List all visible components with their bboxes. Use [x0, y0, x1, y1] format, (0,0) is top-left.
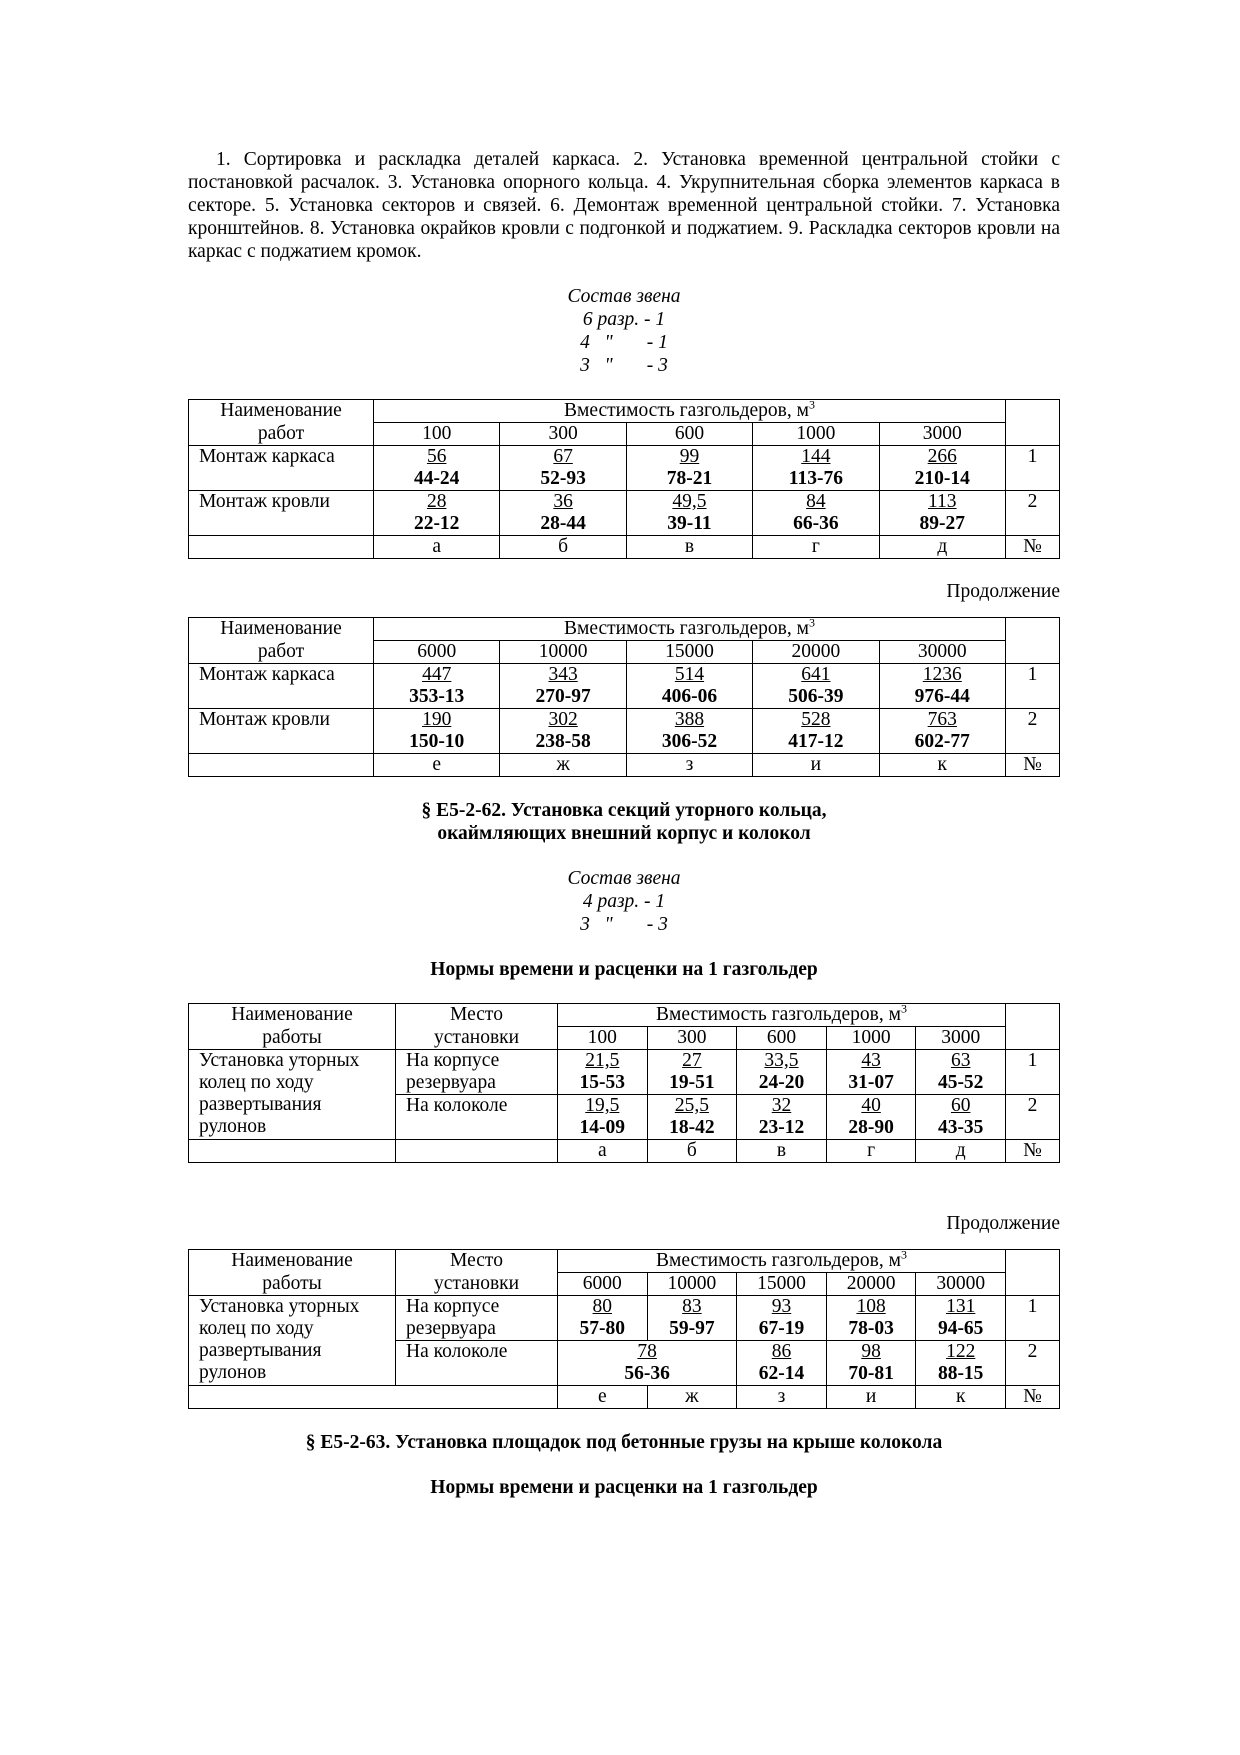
crew-line: 4 разр. - 1 [582, 891, 666, 912]
number-mark: № [1006, 754, 1060, 777]
header-place: установки [396, 1273, 558, 1296]
number-mark: № [1006, 1140, 1060, 1163]
value-cell: 28 22-12 [374, 491, 500, 536]
section-heading-62: § Е5-2-62. Установка секций уторного кольца, окаймляющих внешний корпус и колокол [421, 800, 827, 844]
value-cell: 43 31-07 [826, 1050, 916, 1095]
row-name: Установка уторных колец по ходу развертывания рулонов [189, 1296, 396, 1386]
section-heading-63: § Е5-2-63. Установка площадок под бетонные грузы на крыше колокола [305, 1432, 943, 1453]
norms-title: Нормы времени и расценки на 1 газгольдер [430, 959, 818, 980]
value-cell: 99 78-21 [626, 446, 752, 491]
header-name: работы [189, 1273, 396, 1296]
col-letter: г [753, 536, 879, 559]
value-cell: 641 506-39 [753, 664, 879, 709]
number-mark: № [1006, 536, 1060, 559]
norms-table-4 [188, 1249, 1060, 1409]
norms-title-2: Нормы времени и расценки на 1 газгольдер [430, 1477, 818, 1498]
header-name: работы [189, 1027, 396, 1050]
header-blank [1006, 618, 1060, 664]
table-row [189, 664, 1060, 709]
place-cell: На колоколе [396, 1095, 558, 1140]
norms-table-2 [188, 617, 1060, 777]
row-number: 1 [1006, 1296, 1060, 1341]
place-cell: На колоколе [396, 1341, 558, 1386]
col-letter: в [737, 1140, 827, 1163]
crew-composition-1 [534, 285, 714, 377]
col-letter: б [647, 1140, 737, 1163]
row-name: Монтаж кровли [189, 709, 374, 754]
header-name: Наименование [189, 400, 374, 423]
row-number: 1 [1006, 664, 1060, 709]
col-letter: и [753, 754, 879, 777]
header-name: работ [189, 423, 374, 446]
header-place: Место [396, 1004, 558, 1027]
header-name: Наименование [189, 1250, 396, 1273]
col-header: 30000 [916, 1273, 1006, 1296]
value-cell: 514 406-06 [626, 664, 752, 709]
crew-line: 3 " - 3 [580, 355, 668, 376]
header-name: работ [189, 641, 374, 664]
value-cell: 86 62-14 [737, 1341, 827, 1386]
letters-row [189, 536, 1060, 559]
col-header: 3000 [879, 423, 1005, 446]
col-letter: е [374, 754, 500, 777]
value-cell: 67 52-93 [500, 446, 626, 491]
value-cell: 302 238-58 [500, 709, 626, 754]
col-letter: г [826, 1140, 916, 1163]
value-cell: 49,5 39-11 [626, 491, 752, 536]
header-blank [1006, 400, 1060, 446]
value-cell-merged: 78 56-36 [558, 1341, 737, 1386]
norms-table-3 [188, 1003, 1060, 1163]
col-header: 300 [647, 1027, 737, 1050]
place-cell: На корпусе резервуара [396, 1050, 558, 1095]
header-place: установки [396, 1027, 558, 1050]
value-cell: 60 43-35 [916, 1095, 1006, 1140]
col-letter: з [737, 1386, 827, 1409]
row-name: Монтаж каркаса [189, 664, 374, 709]
row-number: 2 [1006, 1341, 1060, 1386]
value-cell: 19,5 14-09 [558, 1095, 648, 1140]
value-cell: 33,5 24-20 [737, 1050, 827, 1095]
col-header: 100 [558, 1027, 648, 1050]
table-row [189, 491, 1060, 536]
value-cell: 122 88-15 [916, 1341, 1006, 1386]
row-name: Установка уторных колец по ходу развертывания рулонов [189, 1050, 396, 1140]
col-header: 6000 [558, 1273, 648, 1296]
col-letter: з [626, 754, 752, 777]
value-cell: 32 23-12 [737, 1095, 827, 1140]
col-letter: б [500, 536, 626, 559]
col-header: 100 [374, 423, 500, 446]
col-header: 300 [500, 423, 626, 446]
norms-table-1 [188, 399, 1060, 559]
intro-paragraph: 1. Сортировка и раскладка деталей каркаса. 2. Установка временной центральной стойки с постановкой расчалок. 3. Установка опорного кольца. 4. Укрупнительная сборка элементов каркаса в секторе. 5. Установка секторов и связей. 6. Демонтаж временной центральной стойки. 7. Установка кронштейнов. 8. Установка окрайков кровли с подгонкой и поджатием. 9. Раскладка секторов кровли на каркас с поджатием кромок. [188, 149, 1060, 262]
letters-row [189, 1386, 1060, 1409]
continuation-label: Продолжение [946, 581, 1060, 602]
header-capacity: Вместимость газгольдеров, $м^3$ [558, 1004, 1006, 1027]
col-letter: а [558, 1140, 648, 1163]
row-name: Монтаж каркаса [189, 446, 374, 491]
letters-row [189, 754, 1060, 777]
value-cell: 190 150-10 [374, 709, 500, 754]
col-letter: ж [647, 1386, 737, 1409]
value-cell: 98 70-81 [826, 1341, 916, 1386]
col-header: 10000 [500, 641, 626, 664]
place-cell: На корпусе резервуара [396, 1296, 558, 1341]
value-cell: 40 28-90 [826, 1095, 916, 1140]
value-cell: 27 19-51 [647, 1050, 737, 1095]
col-letter: ж [500, 754, 626, 777]
value-cell: 93 67-19 [737, 1296, 827, 1341]
crew-title: Состав звена [567, 286, 681, 307]
col-header: 20000 [753, 641, 879, 664]
col-letter: в [626, 536, 752, 559]
col-header: 1000 [753, 423, 879, 446]
row-number: 2 [1006, 709, 1060, 754]
value-cell: 266 210-14 [879, 446, 1005, 491]
col-header: 3000 [916, 1027, 1006, 1050]
number-mark: № [1006, 1386, 1060, 1409]
col-letter: к [916, 1386, 1006, 1409]
value-cell: 113 89-27 [879, 491, 1005, 536]
header-place: Место [396, 1250, 558, 1273]
col-header: 15000 [626, 641, 752, 664]
value-cell: 388 306-52 [626, 709, 752, 754]
row-number: 1 [1006, 1050, 1060, 1095]
col-header: 600 [737, 1027, 827, 1050]
col-header: 10000 [647, 1273, 737, 1296]
value-cell: 1236 976-44 [879, 664, 1005, 709]
table-row [189, 1296, 1060, 1341]
row-number: 2 [1006, 1095, 1060, 1140]
col-letter: к [879, 754, 1005, 777]
row-number: 2 [1006, 491, 1060, 536]
value-cell: 56 44-24 [374, 446, 500, 491]
col-header: 600 [626, 423, 752, 446]
value-cell: 108 78-03 [826, 1296, 916, 1341]
row-name: Монтаж кровли [189, 491, 374, 536]
value-cell: 343 270-97 [500, 664, 626, 709]
col-letter: а [374, 536, 500, 559]
header-name: Наименование [189, 618, 374, 641]
crew-composition-2 [534, 867, 714, 936]
header-blank [1006, 1250, 1060, 1296]
header-capacity: Вместимость газгольдеров, $м^3$ [374, 400, 1006, 423]
col-header: 1000 [826, 1027, 916, 1050]
crew-line: 3 " - 3 [580, 914, 668, 935]
document-page [188, 148, 1060, 1499]
table-row [189, 709, 1060, 754]
table-row [189, 446, 1060, 491]
value-cell: 25,5 18-42 [647, 1095, 737, 1140]
value-cell: 36 28-44 [500, 491, 626, 536]
value-cell: 447 353-13 [374, 664, 500, 709]
value-cell: 528 417-12 [753, 709, 879, 754]
value-cell: 80 57-80 [558, 1296, 648, 1341]
value-cell: 84 66-36 [753, 491, 879, 536]
col-header: 6000 [374, 641, 500, 664]
col-letter: д [879, 536, 1005, 559]
table-row [189, 1050, 1060, 1095]
header-blank [1006, 1004, 1060, 1050]
letters-row [189, 1140, 1060, 1163]
value-cell: 131 94-65 [916, 1296, 1006, 1341]
row-number: 1 [1006, 446, 1060, 491]
col-letter: е [558, 1386, 648, 1409]
continuation-label: Продолжение [946, 1213, 1060, 1234]
col-header: 20000 [826, 1273, 916, 1296]
header-capacity: Вместимость газгольдеров, $м^3$ [374, 618, 1006, 641]
header-name: Наименование [189, 1004, 396, 1027]
value-cell: 763 602-77 [879, 709, 1005, 754]
value-cell: 144 113-76 [753, 446, 879, 491]
col-letter: д [916, 1140, 1006, 1163]
crew-title: Состав звена [567, 868, 681, 889]
crew-line: 4 " - 1 [580, 332, 668, 353]
value-cell: 21,5 15-53 [558, 1050, 648, 1095]
crew-line: 6 разр. - 1 [582, 309, 666, 330]
value-cell: 83 59-97 [647, 1296, 737, 1341]
col-header: 30000 [879, 641, 1005, 664]
col-letter: и [826, 1386, 916, 1409]
col-header: 15000 [737, 1273, 827, 1296]
value-cell: 63 45-52 [916, 1050, 1006, 1095]
header-capacity: Вместимость газгольдеров, $м^3$ [558, 1250, 1006, 1273]
